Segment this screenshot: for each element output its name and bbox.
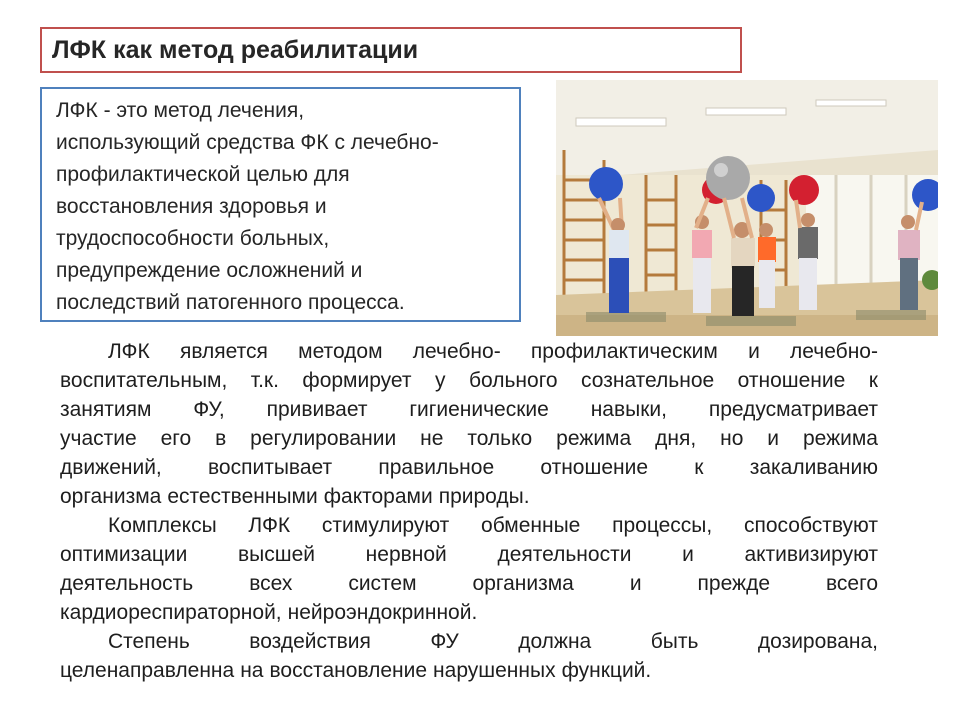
word: высшей	[238, 543, 316, 566]
word: и	[767, 427, 780, 450]
word: дозирована,	[757, 630, 878, 653]
word: у	[435, 369, 446, 392]
paragraph-line	[60, 424, 878, 453]
word: ЛФК	[108, 340, 150, 363]
slide-title-box	[40, 27, 742, 73]
word: лечебно-	[790, 340, 878, 363]
paragraph-line	[60, 569, 878, 598]
gym-exercise-photo	[556, 80, 938, 336]
word: систем	[348, 572, 417, 595]
word: участие	[60, 427, 137, 450]
gym-exercise-balls-photo-icon	[556, 80, 938, 336]
word: больного	[468, 369, 558, 392]
word: методом	[298, 340, 383, 363]
word: отношение	[540, 456, 649, 479]
word: факторами	[323, 485, 433, 508]
word: нарушенных	[433, 659, 556, 682]
slide-title: ЛФК как метод реабилитации	[52, 35, 419, 64]
word: т.к.	[250, 369, 279, 392]
paragraph-line	[60, 395, 878, 424]
word: организма	[472, 572, 574, 595]
word: целенаправленна	[60, 659, 235, 682]
word: движений,	[60, 456, 162, 479]
word: профилактическим	[530, 340, 718, 363]
word: на	[240, 659, 264, 682]
word: навыки,	[590, 398, 667, 421]
word: воспитывает	[208, 456, 333, 479]
word: прививает	[266, 398, 368, 421]
word: Комплексы	[108, 514, 217, 537]
paragraph-line	[60, 598, 878, 627]
word: является	[179, 340, 268, 363]
paragraph-line	[60, 511, 878, 540]
word: и	[629, 572, 642, 595]
word: ФУ,	[193, 398, 225, 421]
word: ФУ	[430, 630, 459, 653]
word: правильное	[378, 456, 495, 479]
word: закаливанию	[749, 456, 878, 479]
word: нейроэндокринной.	[287, 601, 478, 624]
word: обменные	[481, 514, 581, 537]
word: лечебно-	[412, 340, 501, 363]
word: деятельности	[497, 543, 632, 566]
paragraph-line	[60, 656, 878, 685]
word: в	[215, 427, 227, 450]
definition-line: восстановления здоровья и	[56, 195, 327, 218]
body-text	[60, 337, 878, 685]
paragraph-line	[60, 453, 878, 482]
word: но	[720, 427, 744, 450]
word: формирует	[302, 369, 412, 392]
word: предусматривает	[708, 398, 878, 421]
word: режима	[802, 427, 878, 450]
word: стимулируют	[321, 514, 450, 537]
word: активизируют	[744, 543, 878, 566]
paragraph-line	[60, 627, 878, 656]
paragraph-line	[60, 366, 878, 395]
definition-line: последствий патогенного процесса.	[56, 291, 405, 314]
word: воздействия	[249, 630, 371, 653]
word: только	[467, 427, 533, 450]
word: сознательное	[581, 369, 715, 392]
word: природы.	[438, 485, 530, 508]
word: организма	[60, 485, 162, 508]
word: процессы,	[612, 514, 713, 537]
word: к	[868, 369, 878, 392]
word: кардиореспираторной,	[60, 601, 282, 624]
paragraph-line	[60, 540, 878, 569]
word: восстановление	[269, 659, 428, 682]
definition-box	[40, 87, 521, 322]
definition-line: использующий средства ФК с лечебно-	[56, 131, 439, 154]
paragraph-line	[60, 482, 878, 511]
word: деятельность	[60, 572, 194, 595]
word: гигиенические	[409, 398, 549, 421]
word: дня,	[655, 427, 697, 450]
definition-line: трудоспособности больных,	[56, 227, 330, 250]
paragraph-line	[60, 337, 878, 366]
definition-line: ЛФК - это метод лечения,	[56, 99, 305, 122]
word: быть	[650, 630, 699, 653]
definition-line: профилактической целью для	[56, 163, 350, 186]
word: и	[748, 340, 760, 363]
word: всего	[826, 572, 878, 595]
word: оптимизации	[60, 543, 188, 566]
word: и	[682, 543, 694, 566]
word: прежде	[697, 572, 771, 595]
word: способствуют	[743, 514, 878, 537]
definition-line: предупреждение осложнений и	[56, 259, 363, 282]
word: отношение	[737, 369, 846, 392]
word: нервной	[365, 543, 447, 566]
word: функций.	[561, 659, 652, 682]
word: ЛФК	[248, 514, 291, 537]
word: его	[160, 427, 192, 450]
word: регулировании	[250, 427, 397, 450]
word: всех	[249, 572, 293, 595]
word: Степень	[108, 630, 190, 653]
word: должна	[518, 630, 592, 653]
word: режима	[556, 427, 632, 450]
word: занятиям	[60, 398, 152, 421]
word: к	[694, 456, 704, 479]
word: естественными	[167, 485, 318, 508]
word: воспитательным,	[60, 369, 228, 392]
word: не	[420, 427, 444, 450]
